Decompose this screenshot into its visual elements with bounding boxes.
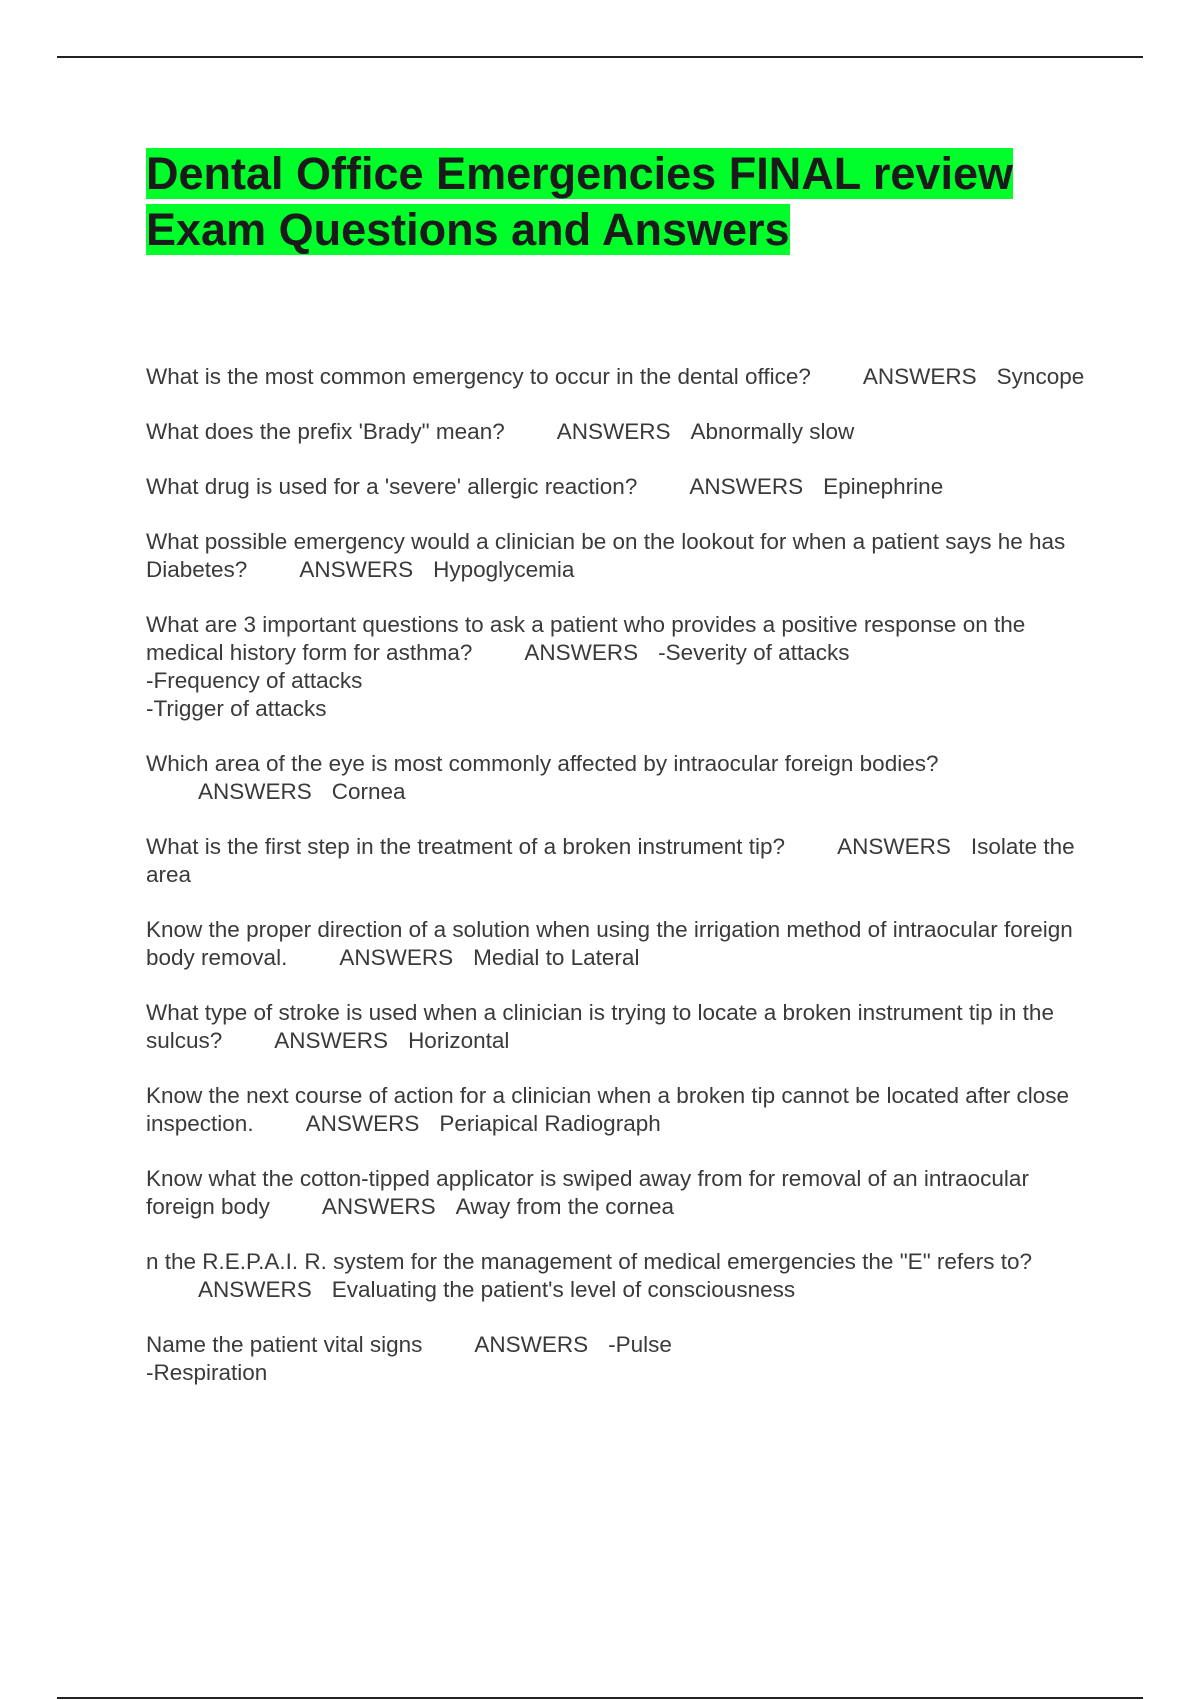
qa-item bbox=[146, 916, 1096, 972]
answer-text: Horizontal bbox=[408, 1028, 510, 1053]
question-text: Which area of the eye is most commonly affected by intraocular foreign bodies? bbox=[146, 751, 939, 776]
answer-text: Hypoglycemia bbox=[433, 557, 575, 582]
answer-text: -Frequency of attacks bbox=[146, 668, 363, 693]
answers-label: ANSWERS bbox=[862, 364, 977, 389]
qa-item bbox=[146, 1248, 1096, 1304]
answer-text: Periapical Radiograph bbox=[439, 1111, 661, 1136]
answer-text: Abnormally slow bbox=[690, 419, 855, 444]
qa-item bbox=[146, 750, 1096, 806]
answer-text: Syncope bbox=[996, 364, 1085, 389]
qa-item bbox=[146, 833, 1096, 889]
footer-rule bbox=[57, 1697, 1143, 1699]
answer-text: Epinephrine bbox=[823, 474, 944, 499]
question-text: What is the first step in the treatment of a broken instrument tip? bbox=[146, 834, 786, 859]
answers-label: ANSWERS bbox=[524, 640, 639, 665]
answer-text: Cornea bbox=[331, 779, 406, 804]
answer-text: Medial to Lateral bbox=[473, 945, 640, 970]
answers-label: ANSWERS bbox=[689, 474, 804, 499]
answers-label: ANSWERS bbox=[198, 1277, 312, 1302]
qa-item bbox=[146, 473, 1096, 501]
question-text: What type of stroke is used when a clinician is trying to locate a broken instrument tip in the sulcus? bbox=[146, 1000, 1061, 1053]
question-text: What possible emergency would a clinician be on the lookout for when a patient says he has Diabetes? bbox=[146, 529, 1072, 582]
answer-text: -Respiration bbox=[146, 1360, 268, 1385]
qa-item bbox=[146, 528, 1096, 584]
question-text: What drug is used for a 'severe' allergic reaction? bbox=[146, 474, 638, 499]
answers-label: ANSWERS bbox=[837, 834, 951, 859]
question-text: Know the proper direction of a solution when using the irrigation method of intraocular foreign body removal. bbox=[146, 917, 1080, 970]
question-text: Know what the cotton-tipped applicator is swiped away from for removal of an intraocular foreign body bbox=[146, 1166, 1036, 1219]
answers-label: ANSWERS bbox=[321, 1194, 436, 1219]
document-title bbox=[146, 146, 1096, 258]
answer-text: Evaluating the patient's level of consciousness bbox=[331, 1277, 796, 1302]
title-highlight: Dental Office Emergencies FINAL review Exam Questions and Answers bbox=[146, 148, 1013, 255]
qa-item bbox=[146, 1331, 1096, 1387]
header-rule bbox=[57, 56, 1143, 58]
answer-text: -Severity of attacks bbox=[658, 640, 850, 665]
question-text: Name the patient vital signs bbox=[146, 1332, 423, 1357]
qa-item bbox=[146, 363, 1096, 391]
question-text: What are 3 important questions to ask a patient who provides a positive response on the medical history form for asthma? bbox=[146, 612, 1032, 665]
qa-item bbox=[146, 418, 1096, 446]
document-body bbox=[146, 146, 1096, 1414]
question-text: What is the most common emergency to occur in the dental office? bbox=[146, 364, 811, 389]
answers-label: ANSWERS bbox=[339, 945, 454, 970]
answers-label: ANSWERS bbox=[305, 1111, 420, 1136]
qa-list bbox=[146, 363, 1096, 1387]
question-text: What does the prefix 'Brady" mean? bbox=[146, 419, 505, 444]
answer-text: Away from the cornea bbox=[455, 1194, 675, 1219]
question-text: n the R.E.P.A.I. R. system for the management of medical emergencies the "E" refers to? bbox=[146, 1249, 1032, 1274]
qa-item bbox=[146, 999, 1096, 1055]
answers-label: ANSWERS bbox=[474, 1332, 589, 1357]
qa-item bbox=[146, 1082, 1096, 1138]
answers-label: ANSWERS bbox=[556, 419, 671, 444]
question-text: Know the next course of action for a clinician when a broken tip cannot be located after close inspection. bbox=[146, 1083, 1076, 1136]
answer-text: -Pulse bbox=[608, 1332, 672, 1357]
answer-text: Isolate the area bbox=[146, 834, 1081, 887]
qa-item bbox=[146, 611, 1096, 723]
answers-label: ANSWERS bbox=[198, 779, 312, 804]
qa-item bbox=[146, 1165, 1096, 1221]
answers-label: ANSWERS bbox=[299, 557, 414, 582]
answer-text: -Trigger of attacks bbox=[146, 696, 327, 721]
answers-label: ANSWERS bbox=[274, 1028, 389, 1053]
